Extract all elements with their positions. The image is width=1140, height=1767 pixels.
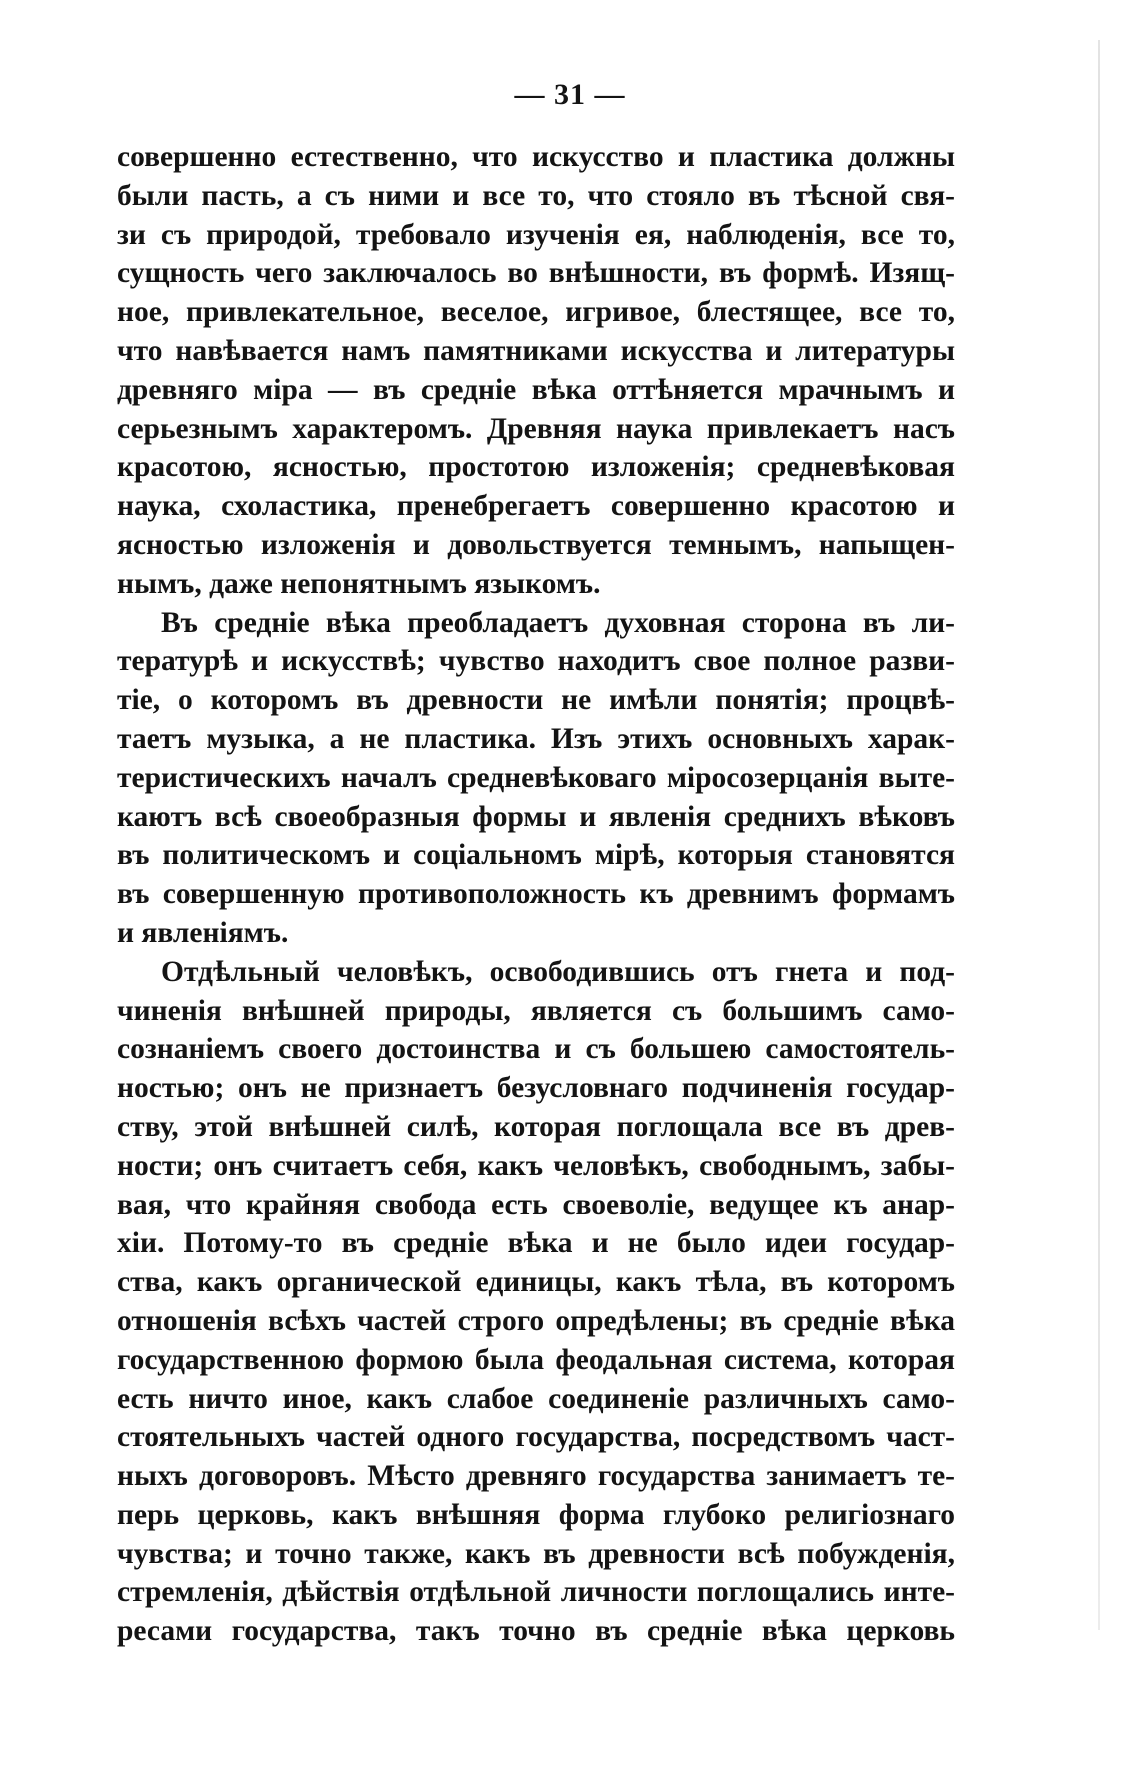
text-line: красотою, ясностью, простотою изложенія; средневѣковая (117, 451, 955, 484)
text-line: тіе, о которомъ въ древности не имѣли понятія; процвѣ- (117, 684, 955, 717)
text-line: ности; онъ считаетъ себя, какъ человѣкъ, свободнымъ, забы- (117, 1149, 955, 1182)
text-line: ресами государства, такъ точно въ средніе вѣка церковь (117, 1615, 955, 1648)
text-line: были пасть, а съ ними и все то, что стояло въ тѣсной свя- (117, 179, 955, 212)
text-line: ныхъ договоровъ. Мѣсто древняго государства занимаетъ те- (117, 1460, 955, 1493)
text-line: совершенно естественно, что искусство и пластика должны (117, 141, 955, 173)
text-line: хіи. Потому-то въ средніе вѣка и не было идеи государ- (117, 1227, 955, 1260)
page-number: — 31 — (514, 78, 626, 111)
text-line: и явленіямъ. (117, 916, 289, 949)
text-line: сознаніемъ своего достоинства и съ большею самостоятель- (117, 1033, 955, 1066)
text-line: есть ничто иное, какъ слабое соединеніе различныхъ само- (117, 1382, 955, 1415)
text-line: что навѣвается намъ памятниками искусства и литературы (117, 334, 955, 367)
paragraph-1 (117, 138, 955, 604)
paragraph-3 (117, 953, 955, 1651)
text-line: ностью; онъ не признаетъ безусловнаго подчиненія государ- (117, 1072, 955, 1105)
text-line: каютъ всѣ своеобразныя формы и явленія среднихъ вѣковъ (117, 800, 955, 833)
text-line: въ совершенную противоположность къ древнимъ формамъ (117, 878, 955, 911)
text-line: ное, привлекательное, веселое, игривое, блестящее, все то, (117, 296, 955, 329)
text-line: государственною формою была феодальная система, которая (117, 1343, 955, 1376)
text-line: чиненія внѣшней природы, является съ большимъ само- (117, 994, 955, 1027)
text-line: чувства; и точно также, какъ въ древности всѣ побужденія, (117, 1537, 955, 1570)
text-line: древняго міра — въ средніе вѣка оттѣняется мрачнымъ и (117, 373, 955, 406)
text-line: ясностью изложенія и довольствуется темнымъ, напыщен- (117, 528, 955, 561)
text-line: нымъ, даже непонятнымъ языкомъ. (117, 567, 601, 600)
text-line: вая, что крайняя свобода есть своеволіе, ведущее къ анар- (117, 1188, 955, 1221)
text-line: серьезнымъ характеромъ. Древняя наука привлекаетъ насъ (117, 412, 955, 445)
text-line: стремленія, дѣйствія отдѣльной личности поглощались инте- (117, 1576, 955, 1609)
text-line: Отдѣльный человѣкъ, освободившись отъ гнета и под- (161, 955, 955, 988)
text-line: таетъ музыка, а не пластика. Изъ этихъ основныхъ харак- (117, 722, 955, 755)
text-line: стоятельныхъ частей одного государства, посредствомъ част- (117, 1421, 955, 1454)
text-line: ству, этой внѣшней силѣ, которая поглощала все въ древ- (117, 1110, 955, 1143)
text-line: зи съ природой, требовало изученія ея, наблюденія, все то, (117, 218, 955, 251)
text-line: перь церковь, какъ внѣшняя форма глубоко религіознаго (117, 1498, 955, 1531)
text-line: наука, схоластика, пренебрегаетъ совершенно красотою и (117, 490, 955, 523)
body-text (117, 138, 955, 1651)
text-line: Въ средніе вѣка преобладаетъ духовная сторона въ ли- (161, 606, 955, 639)
text-line: сущность чего заключалось во внѣшности, въ формѣ. Изящ- (117, 257, 955, 290)
paragraph-2 (117, 604, 955, 953)
text-line: тературѣ и искусствѣ; чувство находитъ свое полное разви- (117, 645, 955, 678)
text-line: ства, какъ органической единицы, какъ тѣла, въ которомъ (117, 1266, 955, 1299)
page-edge-shadow (1098, 40, 1100, 1630)
text-line: отношенія всѣхъ частей строго опредѣлены; въ средніе вѣка (117, 1304, 955, 1337)
text-line: въ политическомъ и соціальномъ мірѣ, которыя становятся (117, 839, 955, 872)
text-line: теристическихъ началъ средневѣковаго міросозерцанія выте- (117, 761, 955, 794)
